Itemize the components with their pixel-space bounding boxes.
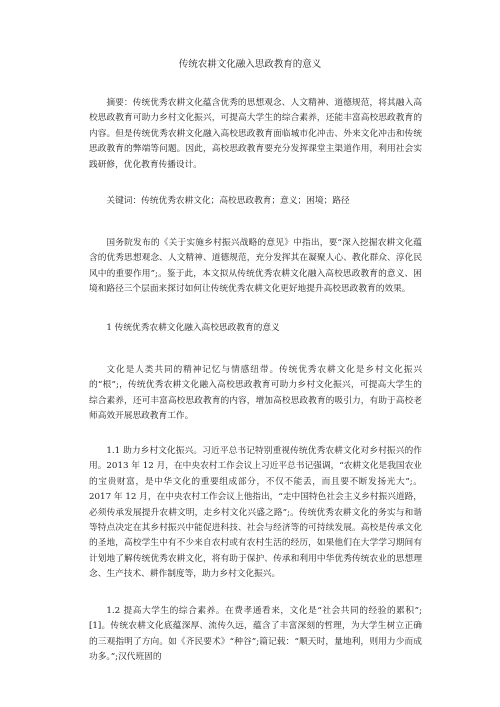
document-title: 传统农耕文化融入思政教育的意义 [178, 59, 322, 70]
abstract-paragraph: 摘要：传统优秀农耕文化蕴含优秀的思想观念、人文精神、道德规范，将其融入高校思政教育可助力乡村文化振兴，可提高大学生的综合素养，还能丰富高校思政教育的内容。但是传统优秀农耕文化融入高校思政教育面临城市化冲击、外来文化冲击和传统思政教育的弊端等问题。因此，高校思政教育要充分发挥课堂主渠道作用，利用社会实践研修，优化教育传播设计。 [89, 98, 422, 170]
intro-paragraph: 国务院发布的《关于实施乡村振兴战略的意见》中指出，要“深入挖掘农耕文化蕴含的优秀思想观念、人文精神、道德规范，充分发挥其在凝聚人心、教化群众、淳化民风中的重要作用”;。鉴于此，本文拟从传统优秀农耕文化融入高校思政教育的意义、困境和路径三个层面来探讨如何让传统优秀农耕文化更好地提升高校思政教育的效果。 [89, 238, 422, 295]
section-1-1-paragraph: 1.1 助力乡村文化振兴。习近平总书记特别重视传统优秀农耕文化对乡村振兴的作用。2013 年 12 月，在中央农村工作会议上习近平总书记强调，“农耕文化是我国农业的宝贵财富，是中华文化的重要组成部分，不仅不能丢，而且要不断发扬光大”;。2017 年 12 月，在中央农村工作会议上他指出，“走中国特色社会主义乡村振兴道路，必须传承发展提升农耕文明，走乡村文化兴盛之路”;。传统优秀农耕文化的务实与和谐等特点决定在其乡村振兴中能促进科技、社会与经济等的可持续发展。高校是传承文化的圣地，高校学生中有不少来自农村或有农村生活的经历，如果他们在大学学习期间有计划地了解传统优秀农耕文化，将有助于保护、传承和利用中华优秀传统农业的思想理念、生产技术、耕作制度等，助力乡村文化振兴。 [89, 446, 422, 580]
section-1-body: 文化是人类共同的精神记忆与情感纽带。传统优秀农耕文化是乡村文化振兴的“根”;，传统优秀农耕文化融入高校思政教育可助力乡村文化振兴，可提高大学生的综合素养，还可丰富高校思政教育的内容，增加高校思政教育的吸引力，有助于高校老师高效开展思政教育工作。 [89, 365, 422, 422]
section-1-2-paragraph: 1.2 提高大学生的综合素养。在费孝通看来，文化是“社会共同的经验的累积”;[1]。传统农耕文化底蕴深厚、流传久远，蕴含了丰富深刻的哲理，为大学生树立正确的三观指明了方向。如《齐民要术》“种谷”;篇记载：“顺天时，量地利，则用力少而成功多。”;汉代班固的 [89, 606, 422, 663]
keywords-line: 关键词：传统优秀农耕文化；高校思政教育；意义；困境；路径 [106, 196, 350, 206]
section-1-heading: 1 传统优秀农耕文化融入高校思政教育的意义 [106, 323, 280, 333]
